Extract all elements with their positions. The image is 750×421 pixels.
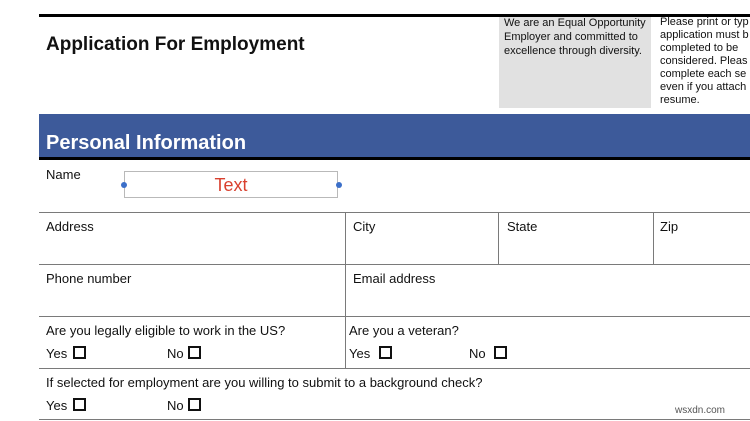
row-divider [39,419,750,420]
zip-label: Zip [660,219,679,234]
address-label: Address [46,219,94,234]
background-yes-label: Yes [46,398,68,413]
banner-rule [39,157,750,160]
print-line: resume. [660,94,700,106]
email-label: Email address [353,271,436,286]
eligible-no-label: No [167,346,184,361]
row-divider [39,316,750,317]
print-line: completed to be [660,42,739,54]
background-no-checkbox[interactable] [188,398,201,411]
print-line: application must b [660,29,749,41]
eeo-statement: We are an Equal Opportunity Employer and committed to excellence through diversity. [504,17,646,57]
background-yes-checkbox[interactable] [73,398,86,411]
background-no-label: No [167,398,184,413]
name-label: Name [46,167,81,182]
name-text-field[interactable]: Text [124,171,338,198]
veteran-no-checkbox[interactable] [494,346,507,359]
eligible-question: Are you legally eligible to work in the US? [46,323,286,338]
row-divider [39,368,750,369]
veteran-question: Are you a veteran? [349,323,459,338]
print-line: complete each se [660,68,747,80]
veteran-no-label: No [469,346,486,361]
print-line: considered. Pleas [660,55,748,67]
background-question: If selected for employment are you willing to submit to a background check? [46,375,483,390]
row-divider [39,212,750,213]
column-divider [345,212,346,368]
city-label: City [353,219,376,234]
resize-handle-right[interactable] [336,182,342,188]
state-label: State [507,219,538,234]
phone-label: Phone number [46,271,132,286]
form-title: Application For Employment [46,34,305,55]
print-instructions [660,16,750,108]
veteran-yes-label: Yes [349,346,371,361]
eligible-yes-checkbox[interactable] [73,346,86,359]
print-line: even if you attach [660,81,747,93]
print-line: Please print or typ [660,16,749,28]
eligible-no-checkbox[interactable] [188,346,201,359]
veteran-yes-checkbox[interactable] [379,346,392,359]
watermark: wsxdn.com [675,405,726,416]
resize-handle-left[interactable] [121,182,127,188]
eligible-yes-label: Yes [46,346,68,361]
column-divider [653,212,654,264]
column-divider [498,212,499,264]
row-divider [39,264,750,265]
section-title: Personal Information [46,132,247,154]
